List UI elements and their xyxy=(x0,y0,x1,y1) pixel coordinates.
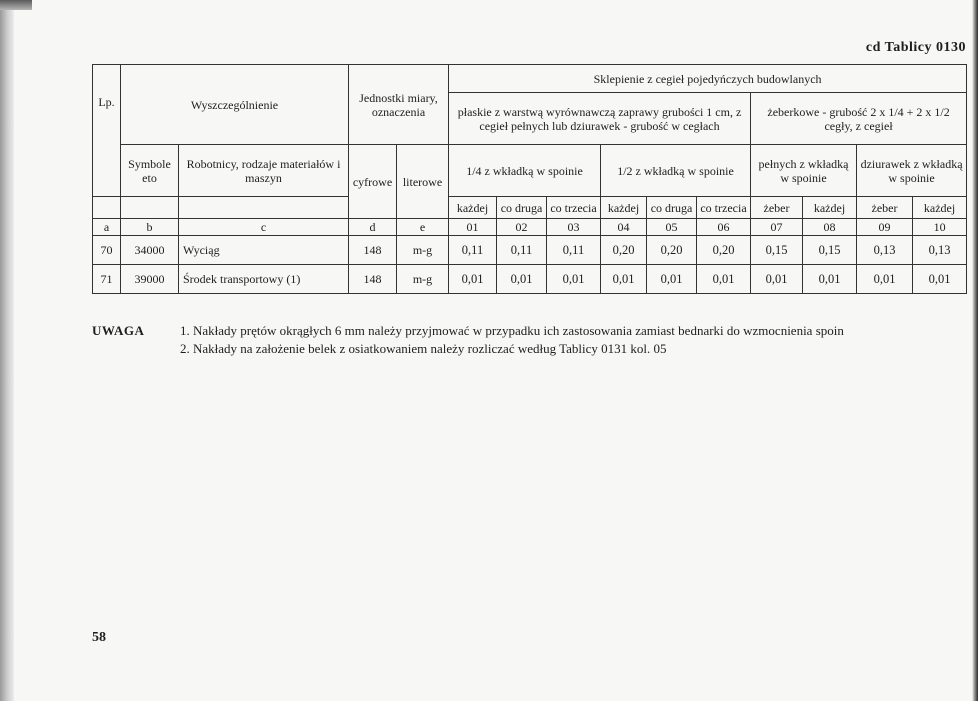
row-value: 0,01 xyxy=(547,265,601,294)
row-symbol: 39000 xyxy=(121,265,179,294)
column-number: 07 xyxy=(751,219,803,236)
note-item: 2. Nakłady na założenie belek z osiatkowaniem należy rozliczać według Tablicy 0131 kol. 05 xyxy=(180,341,667,356)
symbols-header-blank xyxy=(121,197,179,219)
units-header: Jednostki miary, oznaczenia xyxy=(349,65,449,145)
row-value: 0,01 xyxy=(913,265,967,294)
frequency-cell: co druga xyxy=(497,197,547,219)
column-number: 02 xyxy=(497,219,547,236)
row-value: 0,11 xyxy=(449,236,497,265)
table-reference: cd Tablicy 0130 xyxy=(865,40,966,55)
frequency-cell: każdej xyxy=(913,197,967,219)
vault-group-header: Sklepienie z cegieł pojedyńczych budowlanych xyxy=(449,65,967,93)
row-value: 0,01 xyxy=(803,265,857,294)
row-value: 0,20 xyxy=(697,236,751,265)
column-number: 04 xyxy=(601,219,647,236)
ribbed-full-header: pełnych z wkładką w spoinie xyxy=(751,145,857,197)
book-binding-shadow xyxy=(0,0,14,701)
row-value: 0,20 xyxy=(647,236,697,265)
row-name: Środek transportowy (1) xyxy=(179,265,349,294)
page-corner-shadow xyxy=(0,0,32,10)
flat-quarter-header: 1/4 z wkładką w spoinie xyxy=(449,145,601,197)
row-name: Wyciąg xyxy=(179,236,349,265)
page-edge-shadow xyxy=(972,0,978,701)
ribbed-vault-header: żeberkowe - grubość 2 x 1/4 + 2 x 1/2 cegły, z cegieł xyxy=(751,93,967,145)
lp-header: Lp. xyxy=(93,65,121,197)
row-value: 0,01 xyxy=(857,265,913,294)
column-number: 03 xyxy=(547,219,601,236)
frequency-cell: żeber xyxy=(751,197,803,219)
row-value: 0,11 xyxy=(497,236,547,265)
numeric-unit-header: cyfrowe xyxy=(349,145,397,219)
row-value: 0,01 xyxy=(497,265,547,294)
row-value: 0,01 xyxy=(449,265,497,294)
row-symbol: 34000 xyxy=(121,236,179,265)
table-row xyxy=(93,265,967,294)
row-lp: 70 xyxy=(93,236,121,265)
frequency-cell: każdej xyxy=(803,197,857,219)
table-row xyxy=(93,236,967,265)
ribbed-hollow-header: dziurawek z wkładką w spoinie xyxy=(857,145,967,197)
frequency-cell: co trzecia xyxy=(697,197,751,219)
frequency-cell: każdej xyxy=(601,197,647,219)
column-letter: b xyxy=(121,219,179,236)
column-number: 06 xyxy=(697,219,751,236)
column-number: 08 xyxy=(803,219,857,236)
column-letter: d xyxy=(349,219,397,236)
frequency-cell: co trzecia xyxy=(547,197,601,219)
lp-header-blank xyxy=(93,197,121,219)
row-value: 0,01 xyxy=(601,265,647,294)
notes-list xyxy=(180,322,972,358)
resources-header: Robotnicy, rodzaje materiałów i maszyn xyxy=(179,145,349,197)
row-lp: 71 xyxy=(93,265,121,294)
frequency-cell: żeber xyxy=(857,197,913,219)
description-header: Wyszczególnienie xyxy=(121,65,349,145)
resources-header-blank xyxy=(179,197,349,219)
column-number: 09 xyxy=(857,219,913,236)
frequency-cell: każdej xyxy=(449,197,497,219)
letter-unit-header: literowe xyxy=(397,145,449,219)
column-number: 05 xyxy=(647,219,697,236)
row-value: 0,11 xyxy=(547,236,601,265)
note-item: 1. Nakłady prętów okrągłych 6 mm należy przyjmować w przypadku ich zastosowania zamiast bednarki do wzmocnienia spoin xyxy=(180,323,844,338)
row-value: 0,01 xyxy=(697,265,751,294)
row-value: 0,15 xyxy=(803,236,857,265)
row-unit-letter: m-g xyxy=(397,236,449,265)
page-number: 58 xyxy=(92,630,106,645)
row-value: 0,20 xyxy=(601,236,647,265)
row-value: 0,13 xyxy=(857,236,913,265)
row-value: 0,01 xyxy=(647,265,697,294)
frequency-cell: co druga xyxy=(647,197,697,219)
row-unit-numeric: 148 xyxy=(349,236,397,265)
column-letter: e xyxy=(397,219,449,236)
column-letter: a xyxy=(93,219,121,236)
row-value: 0,01 xyxy=(751,265,803,294)
symbols-header: Symbole eto xyxy=(121,145,179,197)
row-value: 0,15 xyxy=(751,236,803,265)
column-letter: c xyxy=(179,219,349,236)
row-unit-numeric: 148 xyxy=(349,265,397,294)
flat-vault-header: płaskie z warstwą wyrównawczą zaprawy grubości 1 cm, z cegieł pełnych lub dziurawek - grubość w cegłach xyxy=(449,93,751,145)
flat-half-header: 1/2 z wkładką w spoinie xyxy=(601,145,751,197)
column-number: 01 xyxy=(449,219,497,236)
row-unit-letter: m-g xyxy=(397,265,449,294)
row-value: 0,13 xyxy=(913,236,967,265)
notes-label: UWAGA xyxy=(92,323,145,338)
column-number: 10 xyxy=(913,219,967,236)
norms-table xyxy=(92,64,967,294)
